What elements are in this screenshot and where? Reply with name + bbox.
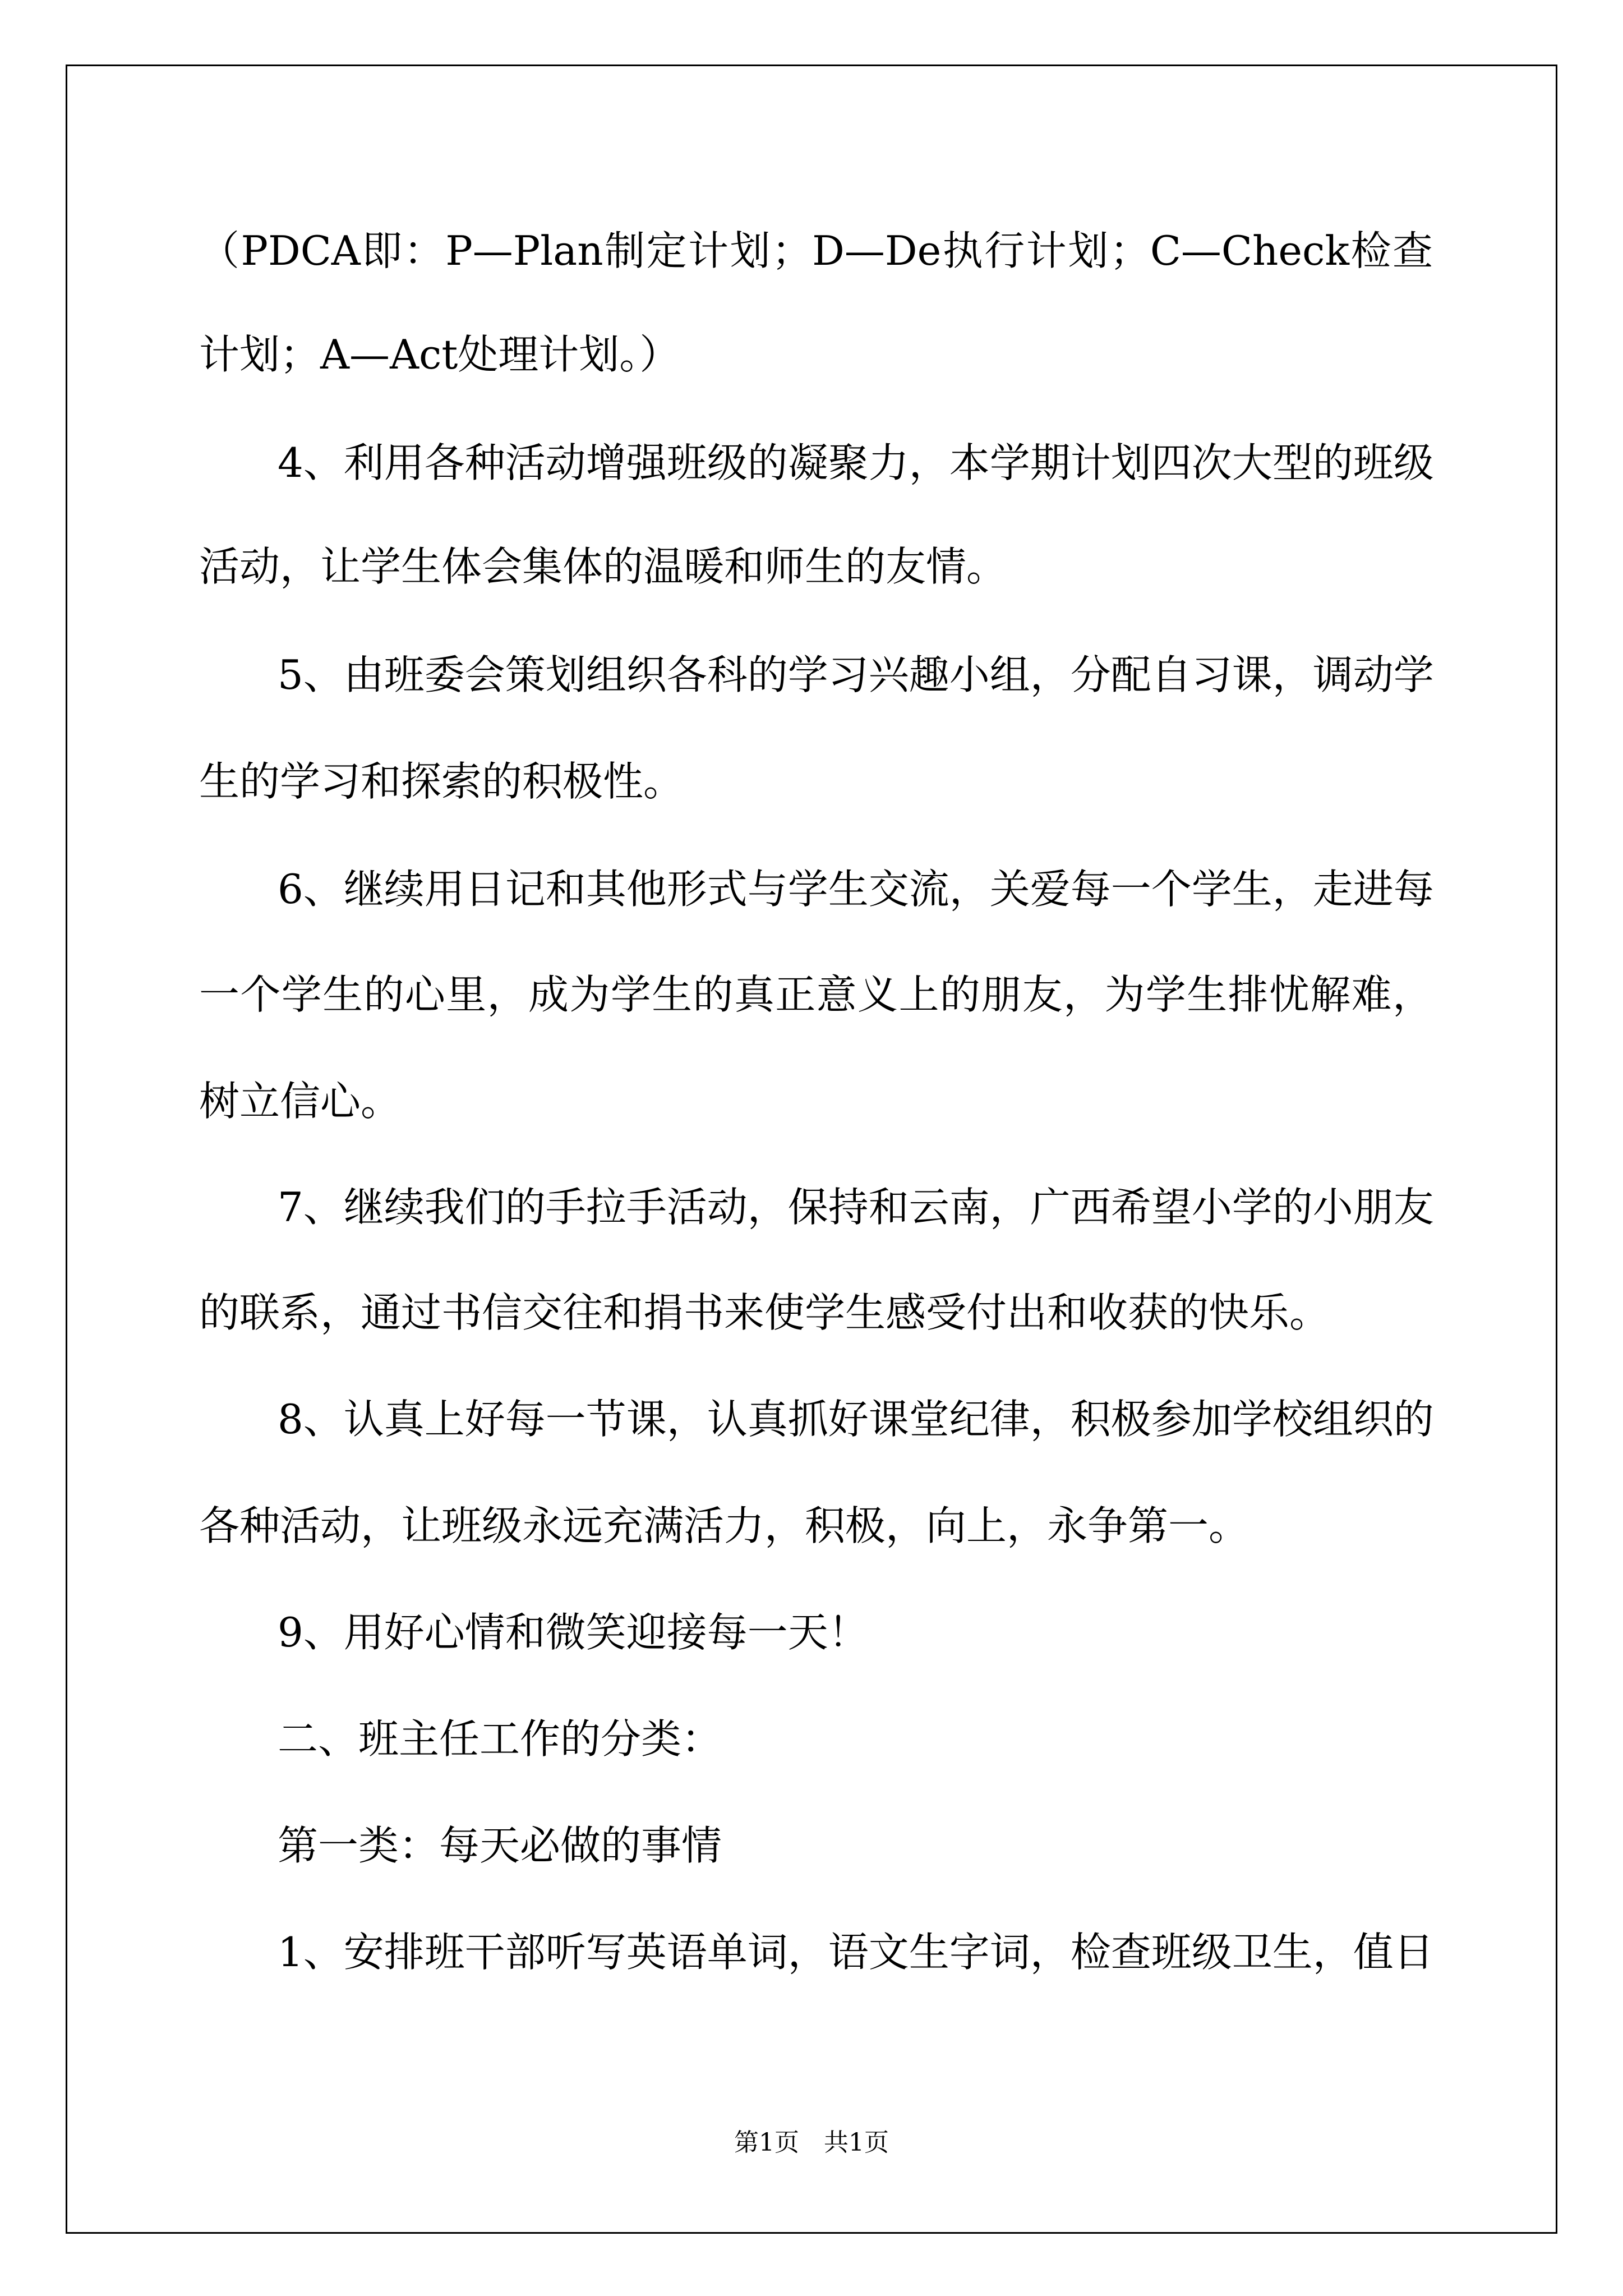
- text-line: 生的学习和探索的积极性。: [199, 758, 684, 805]
- text-line: 各种活动，让班级永远充满活力，积极，向上，永争第一。: [199, 1502, 1249, 1549]
- text-line: 1、安排班干部听写英语单词，语文生字词，检查班级卫生，值日: [278, 1929, 1434, 1976]
- text-line: 6、继续用日记和其他形式与学生交流，关爱每一个学生，走进每: [278, 866, 1434, 913]
- text-line: 树立信心。: [199, 1078, 402, 1125]
- text-line: 4、利用各种活动增强班级的凝聚力，本学期计划四次大型的班级: [278, 439, 1434, 486]
- text-line: （PDCA即：P—Plan制定计划；D—De执行计划；C—Check检查: [199, 227, 1433, 274]
- text-line: 二、班主任工作的分类：: [278, 1715, 722, 1763]
- text-line: 的联系，通过书信交往和捐书来使学生感受付出和收获的快乐。: [199, 1289, 1330, 1336]
- text-line: 活动，让学生体会集体的温暖和师生的友情。: [199, 543, 1007, 590]
- text-line: 第一类：每天必做的事情: [278, 1822, 722, 1869]
- text-line: 9、用好心情和微笑迎接每一天！: [278, 1609, 869, 1656]
- page-border: [66, 65, 1557, 2234]
- page-number-footer: 第1页 共1页: [734, 2128, 889, 2157]
- text-line: 一个学生的心里，成为学生的真正意义上的朋友，为学生排忧解难，: [199, 971, 1433, 1018]
- text-line: 计划；A—Act处理计划。）: [199, 331, 680, 378]
- text-line: 7、继续我们的手拉手活动，保持和云南，广西希望小学的小朋友: [278, 1184, 1434, 1231]
- text-line: 5、由班委会策划组织各科的学习兴趣小组，分配自习课，调动学: [278, 651, 1434, 698]
- text-line: 8、认真上好每一节课，认真抓好课堂纪律，积极参加学校组织的: [278, 1396, 1434, 1443]
